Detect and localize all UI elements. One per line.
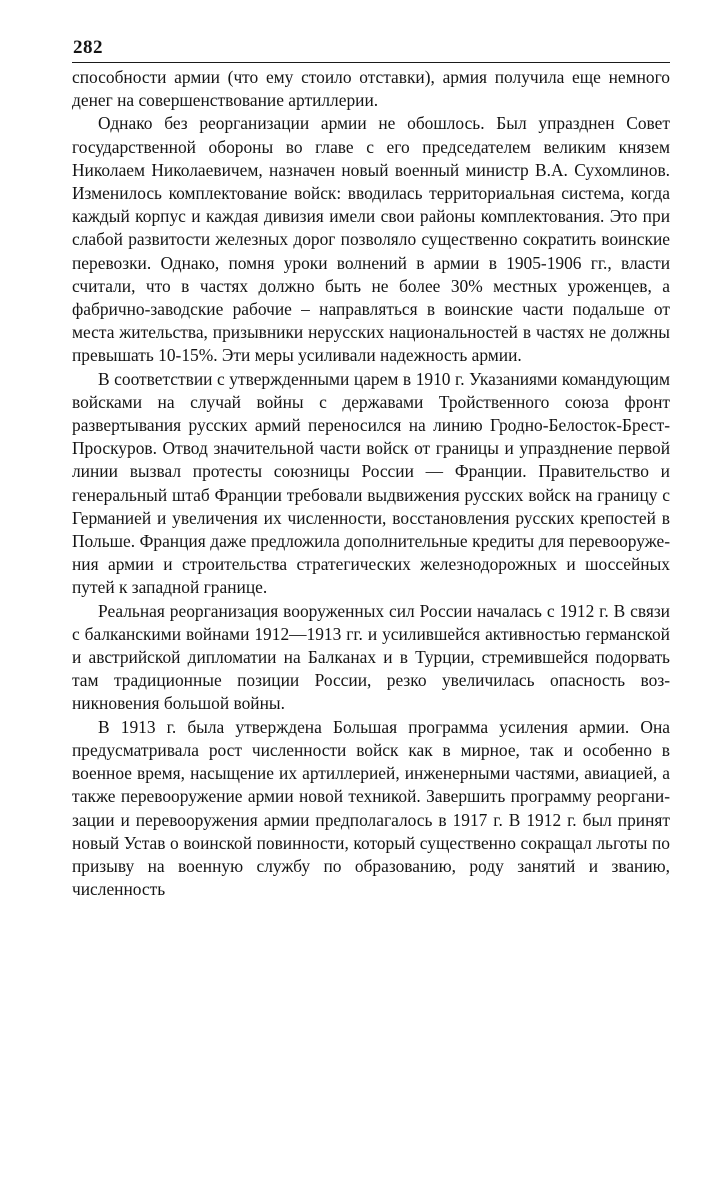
paragraph: В 1913 г. была утверждена Большая программа усиления армии. Она предусматривала рост численности войск как в мирное, так и особенно в военное время, насыщение их артиллерией, инженерными частями, авиацией, а также перевооружение армии новой техникой. Завершить программу реорганизации и перевооружения армии предполагалось в 1917 г. В 1912 г. был принят новый Устав о воинской повинности, который существенно сокращал льготы по призыву на военную службу по образованию, роду занятий и званию, численность: [72, 716, 670, 900]
paragraph: способности армии (что ему стоило отставки), армия получила еще немного денег на совершенствование артиллерии.: [72, 67, 670, 111]
book-page: [72, 34, 670, 901]
header-rule: [72, 62, 670, 63]
paragraph: Реальная реорганизация вооруженных сил России началась с 1912 г. В связи с балканскими войнами 1912—1913 гг. и усилившейся активностью германской и австрийской дипломатии на Балканах и в Турции, стремившейся подорвать там традиционные позиции России, резко увеличилась опасность возникновения большой войны.: [72, 600, 670, 714]
paragraph: В соответствии с утвержденными царем в 1910 г. Указаниями командующим войсками на случай войны с державами Тройственного союза фронт развертывания русских армий переносился на линию Гродно-Белосток-Брест-Проскуров. Отвод значительной части войск от границы и упразднение первой линии вызвал протесты союзницы России — Франции. Правительство и генеральный штаб Франции требовали выдвижения русских войск на границу с Германией и увеличения их численности, восстановления русских крепостей в Польше. Франция даже предложила дополнительные кредиты для перевооружения армии и строительства стратегических железнодорожных и шоссейных путей к западной границе.: [72, 368, 670, 598]
page-number: 282: [73, 37, 103, 58]
body-text: [72, 66, 670, 901]
paragraph: Однако без реорганизации армии не обошлось. Был упразднен Совет государственной обороны во главе с его председателем великим князем Николаем Николаевичем, назначен новый военный министр В.А. Сухомлинов. Изменилось комплектование войск: вводилась территориальная система, когда каждый корпус и каждая дивизия имели свои районы комплектования. Это при слабой развитости железных дорог позволяло существенно сократить воинские перевозки. Однако, помня уроки волнений в армии в 1905-1906 гг., власти считали, что в частях должно быть не более 30% местных уроженцев, а фабрично-заводские рабочие – направляться в воинские части подальше от места жительства, призывники нерусских национальностей в частях не должны превышать 10-15%. Эти меры усиливали надежность армии.: [72, 113, 670, 366]
